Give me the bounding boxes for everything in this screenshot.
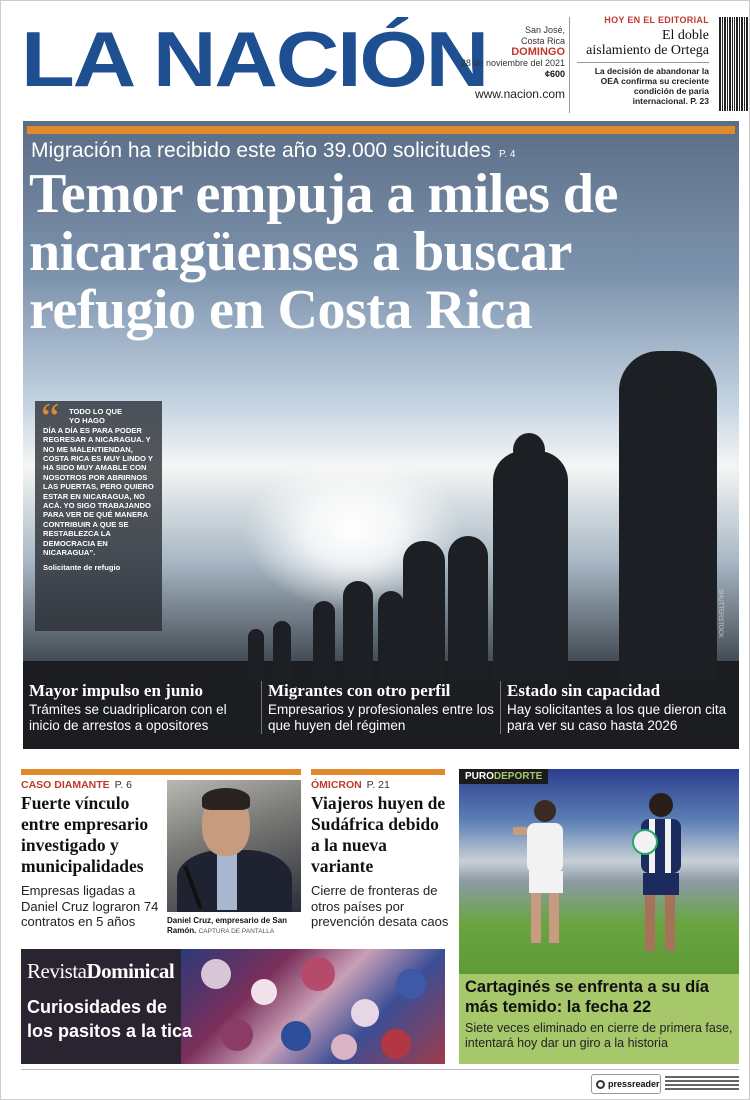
- pull-quote-body: DÍA A DÍA ES PARA PODER REGRESAR A NICARAGUA. Y NO ME MALENTIENDAN, COSTA RICA ES MUY LINDO Y HA SIDO MUY AMABLE CON NOSOTROS POR ABRIRNOS LAS PUERTAS, PERO QUIERO ESTAR EN NICARAGUA, NO ACÁ. YO SIGO TRABAJANDO PARA VER DE QUÉ MANERA CONTRIBUIR A QUE SE RESTABLEZCA LA DEMOCRACIA EN NICARAGUA”.: [43, 425, 154, 558]
- footer-fine-print: [665, 1076, 739, 1094]
- football-photo: [459, 769, 739, 974]
- section-tag-b: DEPORTE: [493, 771, 543, 782]
- editorial-body: La decisión de abandonar la OEA confirma su creciente condición de paria internacional. P. 23: [594, 66, 709, 106]
- migrant-silhouette: [248, 629, 264, 681]
- section-accent-bar: [21, 769, 301, 775]
- pull-quote-text: [43, 407, 156, 558]
- migrant-silhouette: [378, 591, 404, 681]
- substory[interactable]: [500, 681, 739, 734]
- migrant-silhouette: [273, 621, 291, 681]
- edition-day: DOMINGO: [511, 46, 565, 58]
- migrant-silhouette: [343, 581, 373, 681]
- newspaper-logo[interactable]: LA NACIÓN: [21, 15, 488, 103]
- revista-headline-line1: Curiosidades de: [27, 997, 168, 1017]
- footer-rule: [21, 1069, 739, 1070]
- main-headline[interactable]: [29, 165, 739, 339]
- story-kicker: [21, 779, 163, 791]
- story-deck: Empresas ligadas a Daniel Cruz lograron 74 contratos en 5 años: [21, 883, 159, 929]
- deporte-text: [465, 977, 735, 1051]
- soccer-ball-icon: [632, 829, 658, 855]
- editorial-kicker: HOY EN EL EDITORIAL: [604, 15, 709, 25]
- deporte-headline: Cartaginés se enfrenta a su día más temido: la fecha 22: [465, 978, 709, 1016]
- migrant-silhouette: [403, 541, 445, 681]
- main-kicker-text: Migración ha recibido este año 39.000 solicitudes: [31, 139, 491, 162]
- quote-mark-icon: “: [41, 396, 60, 442]
- pull-quote-line1: TODO LO QUE: [69, 407, 123, 416]
- barcode: [719, 17, 750, 111]
- main-story[interactable]: [23, 121, 739, 749]
- edition-country: Costa Rica: [520, 36, 565, 46]
- edition-info: [447, 25, 565, 100]
- section-accent-bar: [27, 126, 735, 134]
- daniel-cruz-photo: [167, 780, 301, 912]
- story-page: P. 21: [366, 779, 390, 791]
- player-navy-kit: [619, 789, 699, 959]
- deporte-deck: Siete veces eliminado en cierre de primera fase, intentará hoy dar un giro a la historia: [465, 1021, 733, 1050]
- substory-text: Trámites se cuadriplicaron con el inicio de arrestos a opositores: [29, 702, 227, 733]
- revista-dominical-teaser[interactable]: [21, 949, 445, 1064]
- pressreader-badge[interactable]: [591, 1074, 661, 1094]
- main-kicker-page: P. 4: [498, 149, 516, 160]
- story-kicker-text: ÓMICRON: [311, 779, 362, 791]
- editorial-headline: [577, 28, 709, 58]
- revista-logo-b: Dominical: [86, 959, 175, 983]
- story-diamante[interactable]: [21, 779, 163, 930]
- dancers-photo: [181, 949, 445, 1064]
- story-page: P. 6: [114, 779, 132, 791]
- pull-quote-line2: YO HAGO: [69, 416, 105, 426]
- substory-title: Estado sin capacidad: [507, 681, 661, 700]
- story-deck: Cierre de fronteras de otros países por prevención desata caos: [311, 883, 449, 929]
- revista-headline: [27, 995, 192, 1043]
- story-headline: Fuerte vínculo entre empresario investigado y municipalidades: [21, 793, 149, 876]
- editorial-teaser[interactable]: [577, 15, 709, 106]
- photo-credit: SHUTTERSTOCK: [717, 589, 723, 638]
- player-white-kit: [509, 797, 579, 957]
- migrant-silhouette: [513, 433, 545, 467]
- caption-text: Daniel Cruz, empresario de San Ramón.: [167, 916, 288, 935]
- main-headline-line3: refugio en Costa Rica: [29, 279, 533, 341]
- revista-logo-a: Revista: [27, 959, 87, 983]
- website-link[interactable]: www.nacion.com: [474, 87, 565, 101]
- main-headline-line1: Temor empuja a miles de: [29, 163, 618, 225]
- editorial-headline-line1: El doble: [661, 28, 709, 43]
- masthead: [19, 13, 749, 113]
- story-kicker: [311, 779, 451, 791]
- section-accent-bar: [311, 769, 445, 775]
- masthead-divider: [569, 17, 570, 113]
- pressreader-label: pressreader: [608, 1079, 660, 1089]
- story-kicker-text: CASO DIAMANTE: [21, 779, 110, 791]
- edition-price: ¢600: [544, 69, 565, 79]
- main-kicker: [31, 139, 515, 163]
- substory-text: Empresarios y profesionales entre los que huyen del régimen: [268, 702, 494, 733]
- substory[interactable]: [261, 681, 500, 734]
- pull-quote: [35, 396, 162, 631]
- substory[interactable]: [23, 681, 261, 734]
- migrant-silhouette: [448, 536, 488, 681]
- caption-credit: CAPTURA DE PANTALLA: [198, 928, 275, 935]
- edition-date: 28 de noviembre del 2021: [460, 58, 565, 68]
- substory-title: Migrantes con otro perfil: [268, 681, 451, 700]
- substory-title: Mayor impulso en junio: [29, 681, 203, 700]
- revista-headline-line2: los pasitos a la tica: [27, 1021, 193, 1041]
- migrant-silhouette: [313, 601, 335, 681]
- pressreader-icon: [596, 1080, 605, 1089]
- puro-deporte-teaser[interactable]: [459, 769, 739, 1064]
- substory-text: Hay solicitantes a los que dieron cita para ver su caso hasta 2026: [507, 702, 727, 733]
- pull-quote-attribution: Solicitante de refugio: [43, 562, 121, 572]
- section-tag: [459, 769, 548, 784]
- migrant-silhouette: [619, 351, 717, 681]
- story-omicron[interactable]: [311, 779, 451, 930]
- editorial-headline-line2: aislamiento de Ortega: [586, 43, 709, 58]
- migrant-silhouette: [639, 351, 683, 399]
- section-tag-a: PURO: [465, 771, 494, 782]
- story-headline: Viajeros huyen de Sudáfrica debido a la nueva variante: [311, 793, 446, 876]
- migrant-silhouette: [493, 451, 568, 681]
- revista-logo: [27, 959, 174, 984]
- editorial-divider: [577, 62, 709, 63]
- main-headline-line2: nicaragüenses a buscar: [29, 221, 572, 283]
- main-substories: [23, 681, 739, 734]
- edition-city: San José,: [524, 25, 565, 35]
- photo-caption: [167, 916, 305, 937]
